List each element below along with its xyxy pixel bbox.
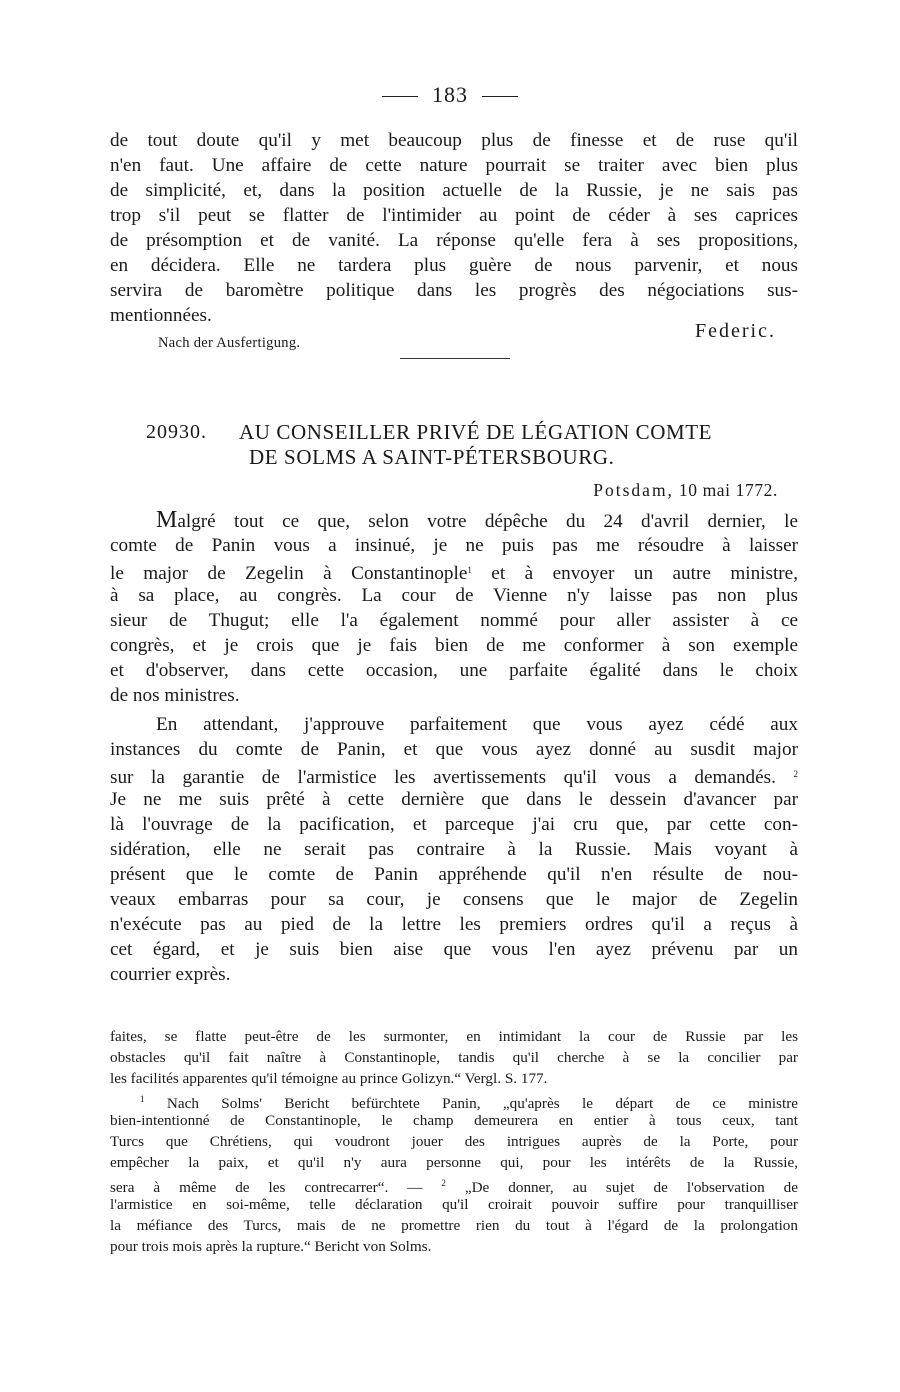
- text-line: n'exécute pas au pied de la lettre les premiers ordres qu'il a reçus à: [110, 914, 798, 935]
- text-line: de présomption et de vanité. La réponse qu'elle fera à ses propositions,: [110, 230, 798, 251]
- footnote-marker: 2: [793, 769, 799, 779]
- text-line: présent que le comte de Panin appréhende qu'il n'en résulte de nou-: [110, 864, 798, 885]
- text-line: congrès, et je crois que je fais bien de me conformer à son exemple: [110, 635, 798, 656]
- footnote-1: $^1$ Nach Solms' Bericht befürchtete Panin, „qu'après le départ de ce ministre: [140, 1094, 798, 1112]
- text-line: là l'ouvrage de la pacification, et parceque j'ai cru que, par cette con-: [110, 814, 798, 835]
- header-rule-right: [482, 96, 518, 97]
- footnote-line: les facilités apparentes qu'il témoigne au prince Golizyn.“ Vergl. S. 177.: [110, 1070, 548, 1087]
- text-line: sidération, elle ne serait pas contraire à la Russie. Mais voyant à: [110, 839, 798, 860]
- signature-row: [110, 320, 798, 360]
- dateline-place: Potsdam,: [593, 480, 674, 500]
- footnote-line: empêcher la paix, et qu'il n'y aura personne qui, pour les intérêts de la Russie,: [110, 1154, 798, 1171]
- letter-title-line2: DE SOLMS A SAINT-PÉTERSBOURG.: [249, 445, 615, 469]
- footnote-number: 2: [441, 1178, 446, 1188]
- dateline-date: 10 mai 1772.: [678, 480, 778, 500]
- header-rule-left: [382, 96, 418, 97]
- text-line: Malgré tout ce que, selon votre dépêche du 24 d'avril dernier, le: [156, 507, 798, 533]
- text-line: sieur de Thugut; elle l'a également nommé pour aller assister à ce: [110, 610, 798, 631]
- text-line: servira de baromètre politique dans les progrès des négociations sus-: [110, 280, 798, 301]
- text-line: sur la garantie de l'armistice les avertissements qu'il vous a demandés. $^2$: [110, 767, 799, 788]
- page-number: 183: [432, 82, 468, 107]
- text-line: instances du comte de Panin, et que vous ayez donné au susdit major: [110, 739, 798, 760]
- signature: Federic.: [695, 320, 776, 342]
- text-line: n'en faut. Une affaire de cette nature pourrait se traiter avec bien plus: [110, 155, 798, 176]
- text-line: à sa place, au congrès. La cour de Vienne n'y laisse pas non plus: [110, 585, 798, 606]
- footnote-line: la méfiance des Turcs, mais de ne promettre rien du tout à l'égard de la prolongation: [110, 1217, 798, 1234]
- dateline: [593, 480, 778, 501]
- text-line: mentionnées.: [110, 305, 212, 326]
- footnote-number: 1: [140, 1094, 145, 1104]
- footnote-line: Turcs que Chrétiens, qui voudront jouer des intrigues auprès de la Porte, pour: [110, 1133, 798, 1150]
- text-line: de tout doute qu'il y met beaucoup plus de finesse et de ruse qu'il: [110, 130, 798, 151]
- footnote-line: pour trois mois après la rupture.“ Bericht von Solms.: [110, 1238, 432, 1255]
- text-line: de nos ministres.: [110, 685, 240, 706]
- text-line: et d'observer, dans cette occasion, une parfaite égalité dans le choix: [110, 660, 798, 681]
- section-divider: [400, 358, 510, 359]
- footnotes: [110, 1026, 798, 1257]
- text-line: Je ne me suis prêté à cette dernière que dans le dessein d'avancer par: [110, 789, 798, 810]
- continued-paragraph: [110, 128, 798, 328]
- text-line: trop s'il peut se flatter de l'intimider au point de céder à ses caprices: [110, 205, 798, 226]
- text-line: En attendant, j'approuve parfaitement que vous ayez cédé aux: [156, 714, 798, 735]
- text-line: courrier exprès.: [110, 964, 231, 985]
- letter-title-line1: AU CONSEILLER PRIVÉ DE LÉGATION COMTE: [239, 420, 713, 444]
- text-line: en décidera. Elle ne tardera plus guère de nous parvenir, et nous: [110, 255, 798, 276]
- letter-number: 20930.: [146, 421, 207, 443]
- text-line: de simplicité, et, dans la position actuelle de la Russie, je ne sais pas: [110, 180, 798, 201]
- footnote-line: bien-intentionné de Constantinople, le champ demeurera en entier à tous ceux, tant: [110, 1112, 798, 1129]
- drop-cap: M: [156, 507, 178, 533]
- footnote-line: faites, se flatte peut-être de les surmonter, en intimidant la cour de Russie par les: [110, 1028, 798, 1045]
- text-line: veaux embarras pour sa cour, je consens que le major de Zegelin: [110, 889, 798, 910]
- letter-paragraph-1: [110, 508, 798, 708]
- text-line: le major de Zegelin à Constantinople$^1$ et à envoyer un autre ministre,: [110, 563, 798, 584]
- source-note: Nach der Ausfertigung.: [158, 335, 301, 351]
- text-line: comte de Panin vous a insinué, je ne puis pas me résoudre à laisser: [110, 535, 798, 556]
- footnote-line: l'armistice en soi-même, telle déclaration qu'il croirait pouvoir suffire pour tranquilliser: [110, 1196, 798, 1213]
- footnote-marker: 1: [467, 565, 472, 575]
- text-line: cet égard, et je suis bien aise que vous l'en ayez prévenu par un: [110, 939, 798, 960]
- page-header: [0, 82, 900, 108]
- footnote-line: obstacles qu'il fait naître à Constantinople, tandis qu'il cherche à se la concilier par: [110, 1049, 798, 1066]
- footnote-line: sera à même de les contrecarrer“. — $^2$ „De donner, au sujet de l'observation de: [110, 1178, 798, 1196]
- letter-paragraph-2: [110, 712, 798, 987]
